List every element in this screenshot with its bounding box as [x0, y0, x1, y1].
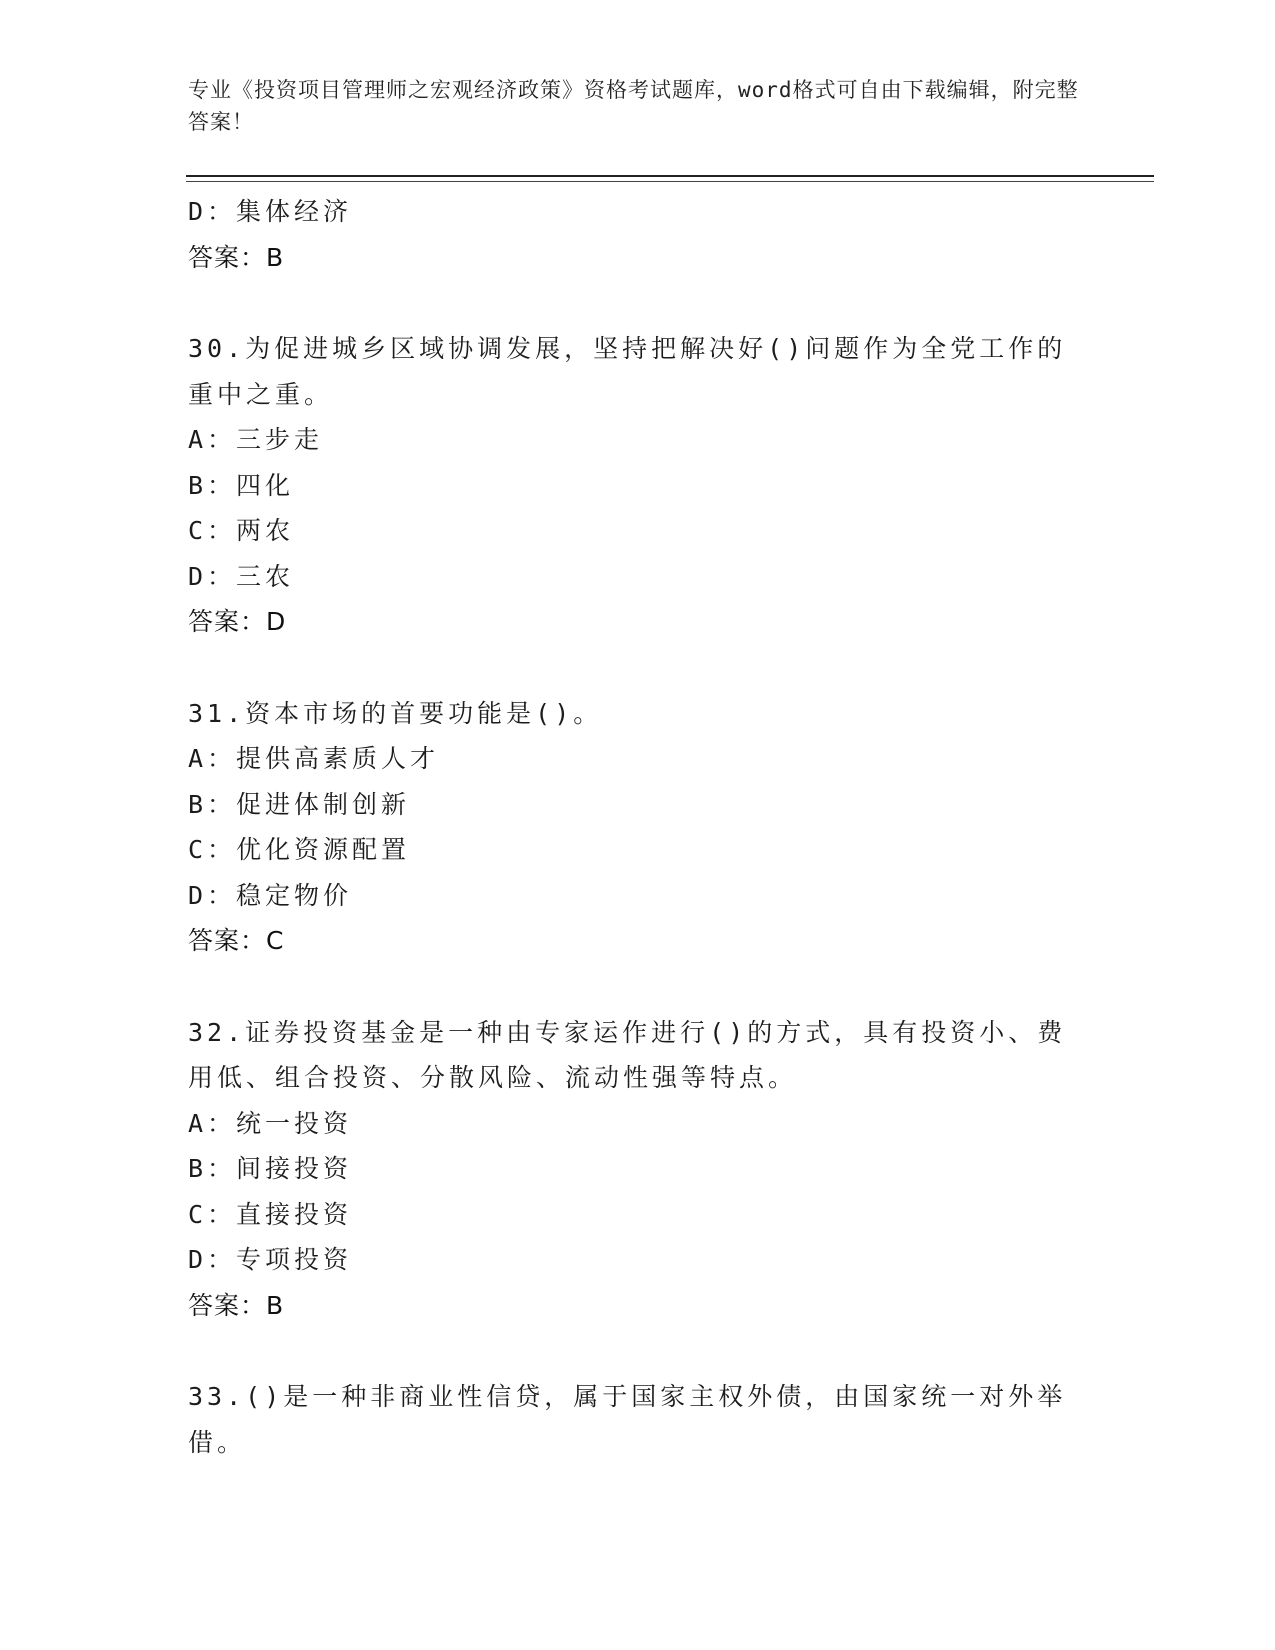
header-divider-thick — [186, 175, 1154, 177]
question-list — [188, 189, 1088, 1465]
option-a: A：三步走 — [188, 425, 324, 454]
option-c: C：两农 — [188, 516, 295, 545]
header-divider-thin — [186, 181, 1154, 182]
question-item — [188, 1010, 1088, 1329]
option-d: D：专项投资 — [188, 1245, 353, 1274]
option-b: B：间接投资 — [188, 1154, 353, 1183]
question-stem: 30.为促进城乡区域协调发展，坚持把解决好()问题作为全党工作的重中之重。 — [188, 334, 1067, 409]
option-c: C：直接投资 — [188, 1199, 353, 1229]
option-d: D：集体经济 — [188, 197, 353, 226]
answer: 答案：D — [188, 607, 287, 636]
option-b: B：四化 — [188, 470, 295, 500]
option-a: A：统一投资 — [188, 1108, 353, 1138]
option-c: C：优化资源配置 — [188, 835, 411, 864]
question-stem: 31.资本市场的首要功能是()。 — [188, 698, 603, 728]
question-stem: 33.()是一种非商业性信贷，属于国家主权外债，由国家统一对外举借。 — [188, 1382, 1067, 1457]
question-item — [188, 326, 1088, 645]
option-d: D：三农 — [188, 561, 295, 591]
option-b: B：促进体制创新 — [188, 789, 411, 819]
question-stem: 32.证券投资基金是一种由专家运作进行()的方式，具有投资小、费用低、组合投资、分散风险、流动性强等特点。 — [188, 1017, 1067, 1092]
option-a: A：提供高素质人才 — [188, 744, 440, 773]
answer: 答案：B — [188, 242, 285, 272]
answer: 答案：C — [188, 926, 285, 955]
question-item — [188, 691, 1088, 964]
option-d: D：稳定物价 — [188, 880, 353, 910]
answer: 答案：B — [188, 1290, 285, 1320]
question-item — [188, 1374, 1088, 1465]
document-header: 专业《投资项目管理师之宏观经济政策》资格考试题库，word格式可自由下载编辑，附完整答案！ — [188, 78, 1079, 134]
